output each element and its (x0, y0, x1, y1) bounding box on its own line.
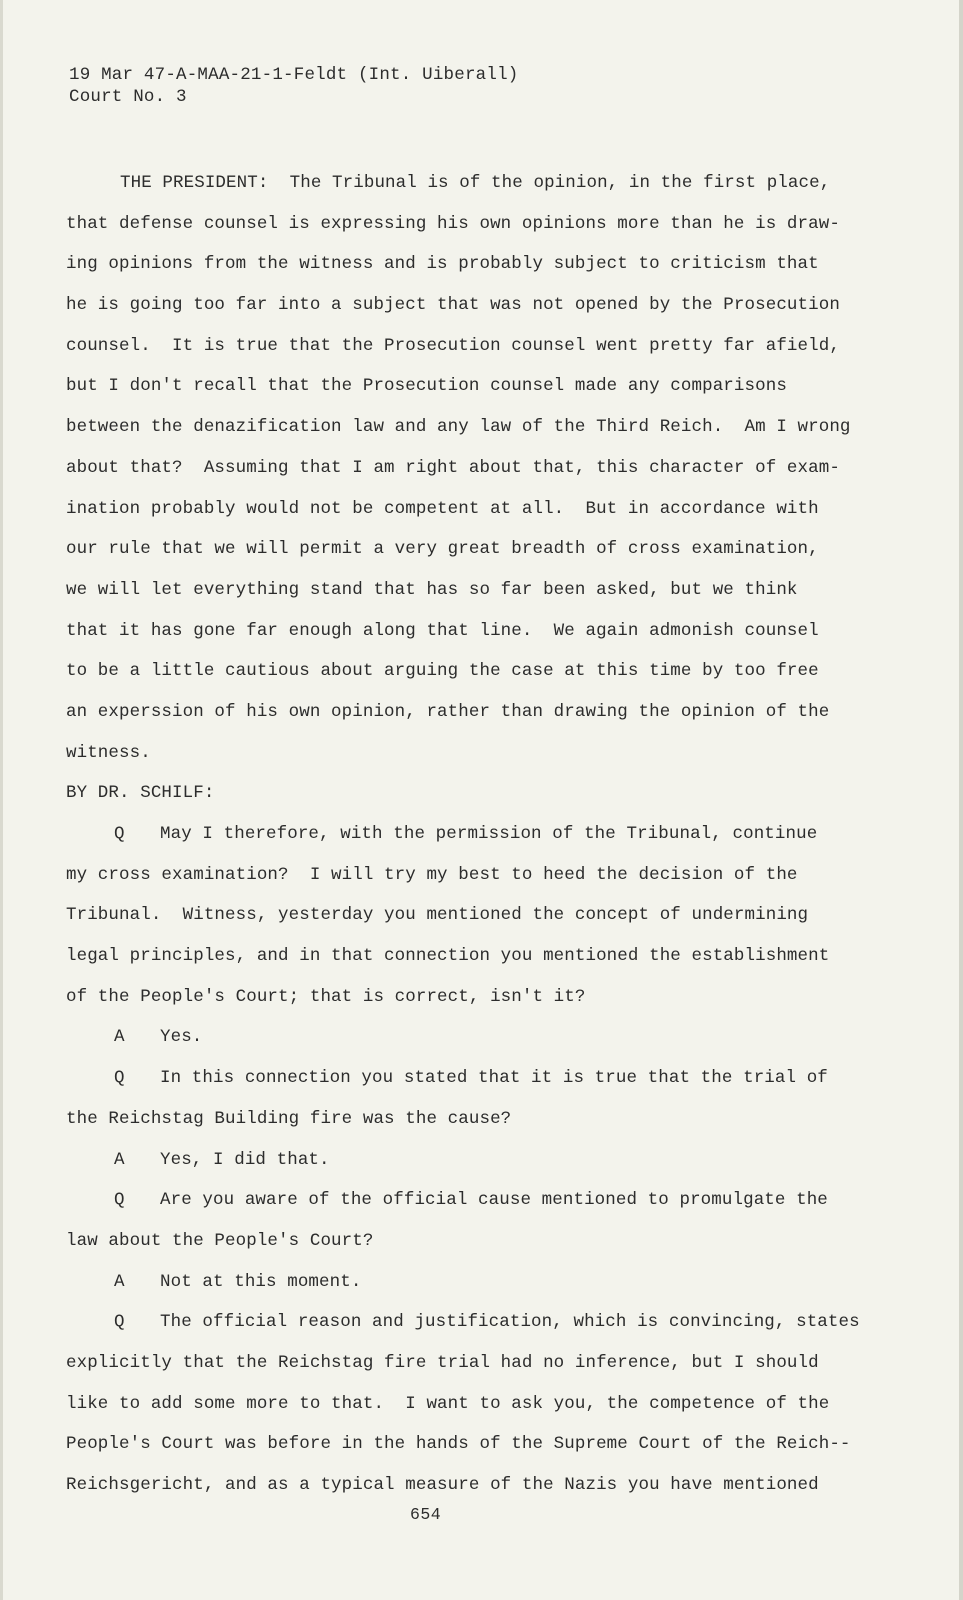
question-text: The official reason and justification, which is convincing, states (160, 1312, 860, 1333)
answer-text: Yes. (160, 1027, 203, 1048)
text-line: that defense counsel is expressing his own opinions more than he is draw- (66, 213, 840, 234)
page-number: 654 (410, 1505, 442, 1524)
answer-line (66, 1017, 846, 1058)
question-text: In this connection you stated that it is true that the trial of (160, 1068, 828, 1089)
answer-tag: A (114, 1271, 125, 1292)
text-line: of the People's Court; that is correct, isn't it? (66, 986, 586, 1007)
question-first-line (66, 1302, 860, 1343)
text-line: but I don't recall that the Prosecution counsel made any comparisons (66, 376, 787, 397)
text-line: legal principles, and in that connection you mentioned the establishment (66, 946, 830, 967)
question-text: May I therefore, with the permission of the Tribunal, continue (160, 824, 818, 844)
header-line-1: 19 Mar 47-A-MAA-21-1-Feldt (Int. Uiberall) (69, 65, 519, 85)
document-header (69, 64, 518, 108)
text-line: between the denazification law and any law of the Third Reich. Am I wrong (66, 417, 851, 438)
text-line: an experssion of his own opinion, rather than drawing the opinion of the (66, 701, 830, 722)
text-line: my cross examination? I will try my best to heed the decision of the (66, 864, 798, 885)
question-first-line (66, 1180, 846, 1221)
text-line: Tribunal. Witness, yesterday you mentioned the concept of undermining (66, 905, 809, 926)
text-line: about that? Assuming that I am right about that, this character of exam- (66, 457, 840, 478)
text-line: we will let everything stand that has so far been asked, but we think (66, 579, 798, 600)
text-line: Reichsgericht, and as a typical measure of the Nazis you have mentioned (66, 1475, 819, 1495)
question-tag: Q (114, 1312, 125, 1333)
text-line: he is going too far into a subject that was not opened by the Prosecution (66, 295, 840, 316)
page-right-edge (959, 0, 963, 1600)
text-line: that it has gone far enough along that line. We again admonish counsel (66, 620, 819, 641)
text-line: ing opinions from the witness and is probably subject to criticism that (66, 254, 819, 275)
text-line: People's Court was before in the hands of the Supreme Court of the Reich-- (66, 1434, 851, 1455)
text-line: explicitly that the Reichstag fire trial had no inference, but I should (66, 1352, 819, 1373)
text-line: the Reichstag Building fire was the cause? (66, 1108, 512, 1129)
text-line: like to add some more to that. I want to ask you, the competence of the (66, 1393, 830, 1414)
text-line: law about the People's Court? (66, 1230, 374, 1251)
page-left-edge (0, 0, 3, 1600)
header-line-2: Court No. 3 (69, 87, 187, 107)
president-statement-first-line: THE PRESIDENT: The Tribunal is of the opinion, in the first place, (120, 173, 831, 193)
answer-tag: A (114, 1149, 125, 1170)
answer-text: Yes, I did that. (160, 1149, 330, 1170)
text-line: our rule that we will permit a very great breadth of cross examination, (66, 539, 819, 560)
question-text: Are you aware of the official cause mentioned to promulgate the (160, 1190, 828, 1211)
text-line: witness. (66, 742, 151, 763)
text-line: to be a little cautious about arguing the case at this time by too free (66, 661, 819, 682)
transcript-body (66, 163, 860, 1506)
speaker-label: BY DR. SCHILF: (66, 783, 215, 804)
answer-line (66, 1262, 846, 1303)
question-tag: Q (114, 1190, 125, 1211)
answer-tag: A (114, 1027, 125, 1048)
text-line: ination probably would not be competent at all. But in accordance with (66, 498, 819, 519)
answer-line (66, 1140, 846, 1181)
question-tag: Q (114, 1068, 125, 1089)
question-first-line (66, 1058, 846, 1099)
answer-text: Not at this moment. (160, 1271, 362, 1292)
question-first-line (66, 814, 846, 855)
text-line: counsel. It is true that the Prosecution counsel went pretty far afield, (66, 335, 840, 356)
question-tag: Q (114, 824, 125, 844)
